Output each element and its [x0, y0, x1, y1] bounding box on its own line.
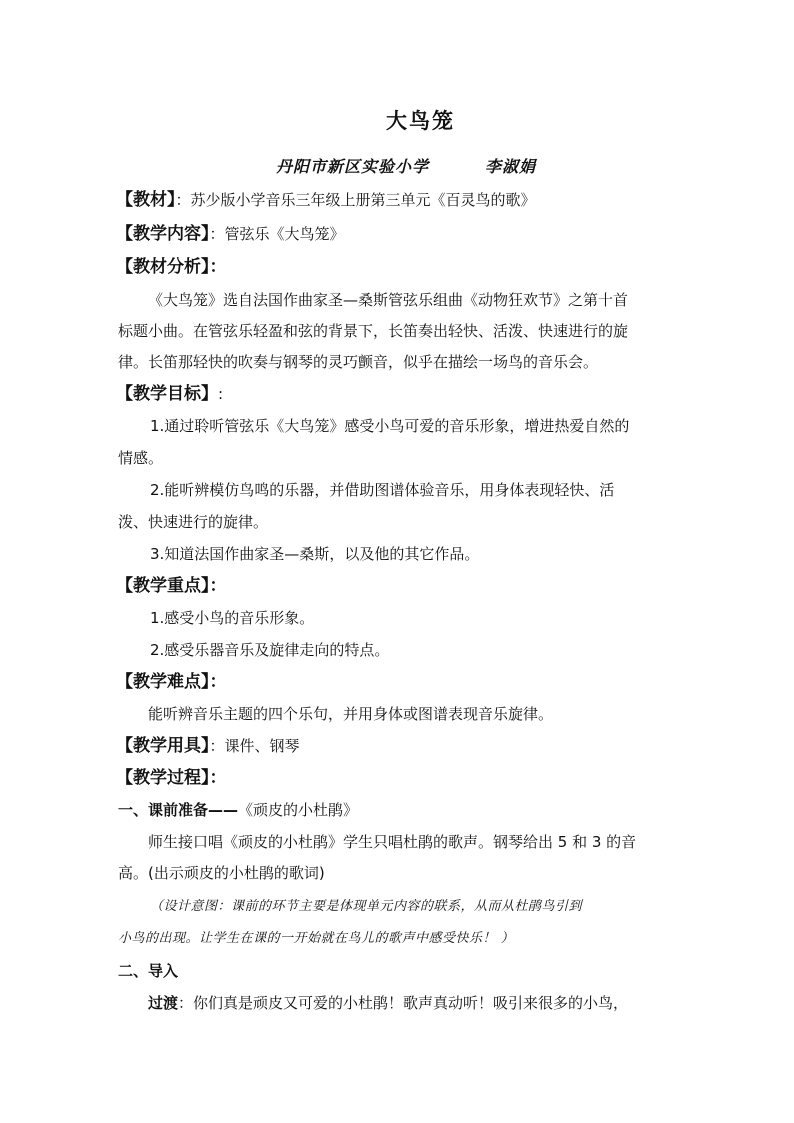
- content-label: 【教学内容】: [116, 224, 210, 244]
- material-label: 【教材】: [116, 190, 176, 210]
- goals-label: 【教学目标】: [116, 384, 218, 404]
- key-line: 1.感受小鸟的音乐形象。: [150, 609, 315, 627]
- content-heading: [116, 223, 345, 245]
- transition-label: 过渡: [148, 994, 179, 1012]
- tools-label: 【教学用具】: [116, 736, 210, 756]
- tools-heading: [116, 735, 300, 757]
- difficulty-line: 能听辨音乐主题的四个乐句，并用身体或图谱表现音乐旋律。: [148, 705, 554, 723]
- section1-line: 高。(出示顽皮的小杜鹃的歌词): [118, 864, 325, 882]
- section1-song: 《顽皮的小杜鹃》: [238, 801, 359, 819]
- content-text: ：管弦乐《大鸟笼》: [209, 225, 345, 243]
- section1-heading: [118, 799, 358, 821]
- material-text: ：苏少版小学音乐三年级上册第三单元《百灵鸟的歌》: [175, 191, 536, 209]
- material-heading: [116, 189, 536, 211]
- design-note-line: 小鸟的出现。让学生在课的一开始就在鸟儿的歌声中感受快乐！ ）: [118, 931, 515, 946]
- goal-line: 3.知道法国作曲家圣—桑斯，以及他的其它作品。: [150, 545, 480, 563]
- transition-line: [148, 992, 628, 1014]
- difficulty-heading: 【教学难点】：: [116, 672, 227, 692]
- section1-title: 一、课前准备——: [118, 801, 239, 819]
- process-heading: 【教学过程】：: [116, 768, 227, 788]
- goal-line: 1.通过聆听管弦乐《大鸟笼》感受小鸟可爱的音乐形象，增进热爱自然的: [150, 417, 630, 435]
- goal-line: 泼、快速进行的旋律。: [118, 513, 269, 531]
- goal-line: 情感。: [118, 449, 164, 467]
- school-name: 丹阳市新区实验小学: [276, 157, 430, 176]
- goals-heading: [116, 383, 223, 405]
- analysis-heading: 【教材分析】：: [116, 257, 227, 277]
- transition-text: ：你们真是顽皮又可爱的小杜鹃！歌声真动听！吸引来很多的小鸟，: [178, 994, 629, 1012]
- goals-colon: :: [218, 385, 224, 403]
- doc-title: 大鸟笼: [386, 109, 455, 133]
- analysis-line: 标题小曲。在管弦乐轻盈和弦的背景下，长笛奏出轻快、活泼、快速进行的旋: [118, 322, 629, 340]
- key-line: 2.感受乐器音乐及旋律走向的特点。: [150, 641, 390, 659]
- goal-line: 2.能听辨模仿鸟鸣的乐器，并借助图谱体验音乐，用身体表现轻快、活: [150, 481, 615, 499]
- byline: [276, 156, 536, 178]
- author-name: 李淑娟: [485, 157, 537, 176]
- design-note-line: （设计意图：课前的环节主要是体现单元内容的联系，从而从杜鹃鸟引到: [150, 899, 583, 914]
- analysis-line: 《大鸟笼》选自法国作曲家圣—桑斯管弦乐组曲《动物狂欢节》之第十首: [148, 291, 629, 309]
- key-heading: 【教学重点】：: [116, 576, 227, 596]
- analysis-line: 律。长笛那轻快的吹奏与钢琴的灵巧颤音，似乎在描绘一场鸟的音乐会。: [118, 353, 599, 371]
- tools-text: ：课件、钢琴: [209, 737, 300, 755]
- section2-heading: 二、导入: [118, 962, 179, 980]
- section1-line: 师生接口唱《顽皮的小杜鹃》学生只唱杜鹃的歌声。钢琴给出 5 和 3 的音: [148, 833, 637, 851]
